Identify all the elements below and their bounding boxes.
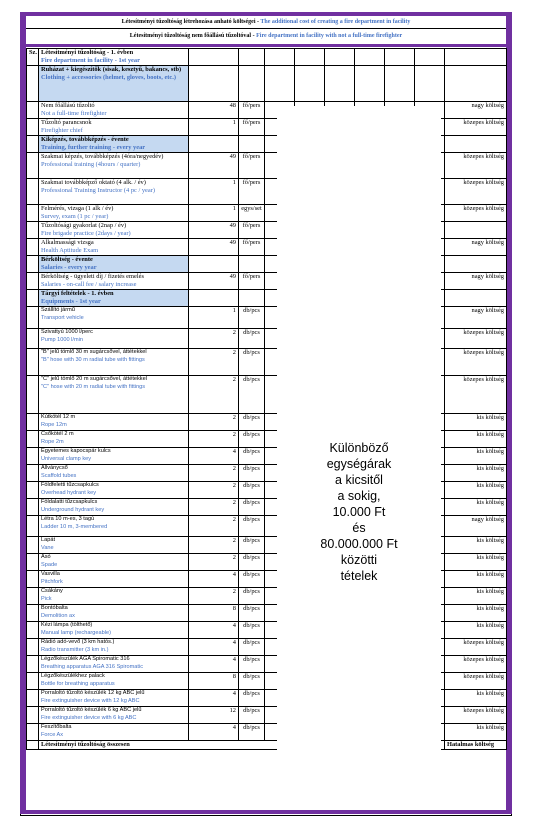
quantity-cell: 8 — [189, 673, 239, 690]
row-index-cell — [27, 256, 39, 273]
overlay-line: 80.000.000 Ft — [320, 537, 398, 551]
quantity-cell: 2 — [189, 349, 239, 376]
title-hungarian: Létesítményi tűzoltóság létrehozása anható költségei - — [121, 19, 260, 25]
unit-cell: fő/pers — [239, 222, 265, 239]
item-name-cell — [39, 329, 189, 349]
item-name-cell — [39, 119, 189, 136]
quantity-cell: 4 — [189, 639, 239, 656]
unit-cell — [239, 256, 265, 273]
unit-cell: db/pcs — [239, 499, 265, 516]
item-name-english: Fire brigade practice (2days / year) — [41, 229, 131, 237]
cost-category-cell — [445, 49, 507, 66]
item-name-hungarian: Kézi lámpa (tölthető) — [41, 622, 93, 628]
item-name-hungarian: Szakmai továbbképző oktató (4 alk. / év) — [41, 179, 146, 186]
overlay-line: a kicsitől — [335, 473, 383, 487]
empty-cell — [295, 49, 325, 66]
row-index-cell — [27, 690, 39, 707]
item-name-hungarian: Ruházat + kiegészítők (sisak, kesztyű, bakancs, stb) — [41, 66, 182, 73]
cost-category-cell: közepes költség — [445, 329, 507, 349]
item-name-hungarian: "C" jelű tömlő 20 m sugárcsővel, áttétekkel — [41, 376, 147, 382]
row-index-cell — [27, 448, 39, 465]
item-name-english: Underground hydrant key — [41, 506, 105, 513]
item-name-english: Salaries - on-call fee / salary increase — [41, 280, 137, 288]
item-name-cell — [39, 431, 189, 448]
unit-cell: db/pcs — [239, 516, 265, 537]
item-name-english: Transport vehicle — [41, 314, 84, 321]
item-name-hungarian: Létesítményi tűzoltóság - 1. évben — [41, 49, 134, 56]
quantity-cell: 2 — [189, 329, 239, 349]
item-name-cell — [39, 571, 189, 588]
quantity-cell: 4 — [189, 448, 239, 465]
item-name-cell — [39, 673, 189, 690]
cost-category-cell: közepes költség — [445, 639, 507, 656]
item-name-cell — [39, 102, 189, 119]
row-index-cell — [27, 307, 39, 329]
item-name-hungarian: Szivattyú 1000 l/perc — [41, 329, 93, 335]
cost-category-cell: közepes költség — [445, 376, 507, 414]
item-name-english: Universal clamp key — [41, 455, 92, 462]
quantity-cell: 1 — [189, 205, 239, 222]
item-name-cell — [39, 724, 189, 741]
item-name-cell — [39, 554, 189, 571]
row-index-cell — [27, 376, 39, 414]
cost-category-cell: kis költség — [445, 605, 507, 622]
unit-cell — [239, 290, 265, 307]
title-separator — [26, 44, 506, 47]
unit-cell: db/pcs — [239, 376, 265, 414]
quantity-cell: 2 — [189, 499, 239, 516]
overlay-line: és — [352, 521, 366, 535]
item-name-hungarian: Ásó — [41, 554, 51, 560]
cost-category-cell: közepes költség — [445, 673, 507, 690]
cost-category-cell: kis költség — [445, 554, 507, 571]
title-english: The additional cost of creating a fire department in facility — [260, 19, 411, 25]
unit-cell: db/pcs — [239, 448, 265, 465]
item-name-hungarian: Egyetemes kapocspár kulcs — [41, 448, 111, 454]
unit-cell: db/pcs — [239, 349, 265, 376]
item-name-cell — [39, 307, 189, 329]
item-name-english: Equipments - 1st year — [41, 297, 101, 305]
item-name-english: Pitchfork — [41, 578, 63, 585]
item-name-cell — [39, 622, 189, 639]
item-name-cell — [39, 707, 189, 724]
row-index-cell — [27, 290, 39, 307]
unit-cell: db/pcs — [239, 482, 265, 499]
item-name-hungarian: Létra 10 m-es, 3 tagú — [41, 516, 95, 522]
row-index-cell — [27, 499, 39, 516]
quantity-cell: 2 — [189, 482, 239, 499]
item-name-english: Rope 12m — [41, 421, 67, 428]
row-index-cell — [27, 707, 39, 724]
quantity-cell: 2 — [189, 414, 239, 431]
unit-cell — [239, 136, 265, 153]
row-index-cell — [27, 329, 39, 349]
row-index-cell — [27, 431, 39, 448]
row-index-cell — [27, 273, 39, 290]
unit-cell: db/pcs — [239, 707, 265, 724]
item-name-hungarian: Földfeletti tűzcsapkulcs — [41, 482, 99, 488]
item-name-english: Manual lamp (rechargeable) — [41, 629, 111, 636]
overlay-line: egységárak — [326, 457, 392, 471]
item-name-english: Rope 2m — [41, 438, 64, 445]
quantity-cell: 48 — [189, 102, 239, 119]
item-name-hungarian: Rádió adó-vevő (3 km hatós.) — [41, 639, 115, 645]
item-name-hungarian: Bontóbalta — [41, 605, 68, 611]
row-index-cell — [27, 205, 39, 222]
quantity-cell — [189, 256, 239, 273]
item-name-english: "C" hose with 20 m radial tube with fittings — [41, 383, 146, 390]
item-name-english: Fire department in facility - 1st year — [41, 56, 140, 64]
quantity-cell: 4 — [189, 724, 239, 741]
empty-cell — [265, 66, 295, 102]
item-name-hungarian: Bérköltség - évente — [41, 256, 93, 263]
cost-category-cell: kis költség — [445, 690, 507, 707]
unit-cell: fő/pers — [239, 239, 265, 256]
item-name-cell — [39, 273, 189, 290]
item-name-hungarian: Tűzoltó parancsnok — [41, 119, 92, 126]
item-name-hungarian: Tárgyi feltételek - 1. évben — [41, 290, 114, 297]
row-index-cell: Sz. — [27, 49, 39, 66]
quantity-cell: 2 — [189, 465, 239, 482]
cost-category-cell: nagy költség — [445, 273, 507, 290]
cost-category-cell: közepes költség — [445, 707, 507, 724]
unit-cell: db/pcs — [239, 605, 265, 622]
total-label: Létesítményi tűzoltóság összesen — [39, 741, 445, 750]
cost-category-cell: nagy költség — [445, 239, 507, 256]
empty-cell — [415, 66, 445, 102]
subtitle-english: Fire department in facility with not a full-time firefighter — [256, 33, 403, 39]
overlay-line: 10.000 Ft — [332, 505, 386, 519]
cost-category-cell: kis költség — [445, 414, 507, 431]
unit-cell: db/pcs — [239, 690, 265, 707]
item-name-english: Ladder 10 m, 3-membered — [41, 523, 108, 530]
item-name-hungarian: Szakmai képzés, továbbképzés (4óra/negyedév) — [41, 153, 164, 160]
item-name-cell — [39, 516, 189, 537]
item-name-hungarian: Feszítőbalta — [41, 724, 72, 730]
row-index-cell — [27, 588, 39, 605]
cost-category-cell: nagy költség — [445, 307, 507, 329]
empty-cell — [415, 49, 445, 66]
row-index-cell — [27, 622, 39, 639]
row-index-cell — [27, 605, 39, 622]
item-name-hungarian: Állványcső — [41, 465, 68, 471]
cost-category-cell: közepes költség — [445, 205, 507, 222]
row-index-cell — [27, 537, 39, 554]
row-index-cell — [27, 724, 39, 741]
cost-category-cell — [445, 256, 507, 273]
item-name-english: Breathing apparatus AGA 316 Spiromatic — [41, 663, 143, 670]
empty-cell — [355, 66, 385, 102]
item-name-english: Clothing + accessories (helmet, gloves, boots, etc.) — [41, 73, 176, 81]
document-title — [26, 16, 506, 29]
empty-cell — [295, 66, 325, 102]
cost-category-cell: kis költség — [445, 571, 507, 588]
row-index-cell — [27, 119, 39, 136]
row-index-cell — [27, 741, 39, 750]
item-name-hungarian: Tűzoltósági gyakorlat (2nap / év) — [41, 222, 127, 229]
unit-cell: db/pcs — [239, 431, 265, 448]
item-name-english: Survey, exam (1 pc / year) — [41, 212, 109, 220]
item-name-hungarian: Földalatti tűzcsapkulcs — [41, 499, 98, 505]
item-name-english: Pick — [41, 595, 52, 602]
row-index-cell — [27, 239, 39, 256]
cost-category-cell — [445, 222, 507, 239]
cost-category-cell — [445, 136, 507, 153]
overlay-line: tételek — [340, 569, 378, 583]
item-name-cell — [39, 239, 189, 256]
item-name-hungarian: Kiképzés, továbbképzés - évente — [41, 136, 129, 143]
item-name-cell — [39, 588, 189, 605]
row-index-cell — [27, 414, 39, 431]
row-index-cell — [27, 656, 39, 673]
unit-cell: fő/pers — [239, 273, 265, 290]
item-name-cell — [39, 482, 189, 499]
quantity-cell: 1 — [189, 119, 239, 136]
item-name-cell — [39, 448, 189, 465]
subtitle-hungarian: Létesítményi tűzoltóság nem főállású tűzoltóval - — [129, 33, 255, 39]
cost-category-cell: nagy költség — [445, 102, 507, 119]
row-index-cell — [27, 349, 39, 376]
item-name-hungarian: Porraloltó tűzoltó készülék 12 kg ABC jelű — [41, 690, 145, 696]
item-name-cell — [39, 256, 189, 273]
quantity-cell — [189, 136, 239, 153]
unit-cell: fő/pers — [239, 119, 265, 136]
quantity-cell — [189, 66, 239, 102]
item-name-english: Not a full-time firefighter — [41, 109, 107, 117]
item-name-hungarian: Vasvilla — [41, 571, 60, 577]
unit-cell — [239, 66, 265, 102]
row-index-cell — [27, 639, 39, 656]
quantity-cell: 4 — [189, 690, 239, 707]
item-name-cell — [39, 499, 189, 516]
cost-category-cell: közepes költség — [445, 153, 507, 179]
item-name-hungarian: Bérköltség - ügyeleti díj / fizetés emelés — [41, 273, 144, 280]
cost-category-cell: kis költség — [445, 499, 507, 516]
empty-cell — [355, 49, 385, 66]
item-name-cell — [39, 153, 189, 179]
item-name-cell — [39, 179, 189, 205]
item-name-english: Overhead hydrant key — [41, 489, 97, 496]
cost-category-cell: közepes költség — [445, 656, 507, 673]
item-name-english: Demolition ax — [41, 612, 75, 619]
quantity-cell: 4 — [189, 622, 239, 639]
item-name-hungarian: Alkalmassági vizsga — [41, 239, 94, 246]
quantity-cell: 49 — [189, 153, 239, 179]
empty-cell — [265, 49, 295, 66]
item-name-hungarian: Nem főállású tűzoltó — [41, 102, 95, 109]
quantity-cell: 2 — [189, 516, 239, 537]
row-index-cell — [27, 554, 39, 571]
unit-cell: db/pcs — [239, 588, 265, 605]
item-name-english: "B" hose with 30 m radial tube with fittings — [41, 356, 145, 363]
overlay-line: közötti — [340, 553, 378, 567]
quantity-cell: 2 — [189, 554, 239, 571]
item-name-cell — [39, 349, 189, 376]
quantity-cell: 4 — [189, 571, 239, 588]
empty-cell — [325, 49, 355, 66]
row-index-cell — [27, 673, 39, 690]
unit-cell: fő/pers — [239, 153, 265, 179]
unit-cell: db/pcs — [239, 673, 265, 690]
row-index-cell — [27, 136, 39, 153]
item-name-hungarian: Csőkötél 2 m — [41, 431, 74, 437]
unit-cell: db/pcs — [239, 414, 265, 431]
unit-cell — [239, 49, 265, 66]
frame-bottom-border — [20, 810, 512, 814]
overlay-line: Különböző — [329, 441, 389, 455]
quantity-cell: 12 — [189, 707, 239, 724]
cost-category-cell: nagy költség — [445, 516, 507, 537]
item-name-english: Scaffold tubes — [41, 472, 77, 479]
cost-category-cell: kis költség — [445, 537, 507, 554]
item-name-hungarian: Porraloltó tűzoltó készülék 6 kg ABC jelű — [41, 707, 142, 713]
quantity-cell: 8 — [189, 605, 239, 622]
row-index-cell — [27, 571, 39, 588]
unit-cell: db/pcs — [239, 656, 265, 673]
unit-cell: fő/pers — [239, 102, 265, 119]
table-row — [27, 49, 507, 66]
quantity-cell: 49 — [189, 222, 239, 239]
item-name-english: Force Ax — [41, 731, 64, 738]
row-index-cell — [27, 153, 39, 179]
item-name-cell — [39, 222, 189, 239]
unit-cell: db/pcs — [239, 465, 265, 482]
item-name-cell — [39, 656, 189, 673]
item-name-english: Professional Training Instructor (4 pc / year) — [41, 186, 155, 194]
unit-cell: db/pcs — [239, 571, 265, 588]
item-name-cell — [39, 290, 189, 307]
cost-category-cell: kis költség — [445, 622, 507, 639]
quantity-cell: 2 — [189, 431, 239, 448]
unit-cell: db/pcs — [239, 554, 265, 571]
unit-cell: db/pcs — [239, 724, 265, 741]
item-name-english: Firefighter chief — [41, 126, 83, 134]
item-name-english: Professional training (4hours / quarter) — [41, 160, 141, 168]
total-cost-category: Hatalmas költség — [445, 741, 507, 750]
item-name-cell — [39, 414, 189, 431]
item-name-english: Health Aptitude Exam — [41, 246, 99, 254]
item-name-cell — [39, 376, 189, 414]
item-name-hungarian: Szállító jármű — [41, 307, 75, 313]
document-subtitle — [26, 30, 506, 42]
unit-cell: db/pcs — [239, 639, 265, 656]
quantity-cell: 1 — [189, 307, 239, 329]
quantity-cell — [189, 49, 239, 66]
empty-cell — [325, 66, 355, 102]
cost-category-cell: kis költség — [445, 724, 507, 741]
item-name-hungarian: Légzőkészülékhez palack — [41, 673, 105, 679]
quantity-cell: 49 — [189, 273, 239, 290]
item-name-english: Fire extinguisher device with 6 kg ABC — [41, 714, 137, 721]
cost-category-cell — [445, 66, 507, 102]
row-index-cell — [27, 465, 39, 482]
unit-cell: db/pcs — [239, 622, 265, 639]
item-name-cell — [39, 639, 189, 656]
cost-category-cell: kis költség — [445, 448, 507, 465]
item-name-cell — [39, 49, 189, 66]
item-name-english: Pump 1000 l/min — [41, 336, 83, 343]
cost-category-cell: kis költség — [445, 465, 507, 482]
row-index-cell — [27, 482, 39, 499]
empty-cell — [385, 66, 415, 102]
row-index-cell — [27, 179, 39, 205]
item-name-english: Spade — [41, 561, 58, 568]
cost-category-cell — [445, 290, 507, 307]
quantity-cell: 2 — [189, 588, 239, 605]
quantity-cell: 49 — [189, 239, 239, 256]
unit-cell: fő/pers — [239, 179, 265, 205]
item-name-cell — [39, 690, 189, 707]
item-name-english: Fire extinguisher device with 12 kg ABC — [41, 697, 140, 704]
item-name-cell — [39, 465, 189, 482]
item-name-english: Salaries - every year — [41, 263, 97, 271]
item-name-hungarian: Légzőkészülék AGA Spiromatic 316 — [41, 656, 130, 662]
quantity-cell: 2 — [189, 376, 239, 414]
item-name-cell — [39, 205, 189, 222]
quantity-cell — [189, 290, 239, 307]
item-name-english: Training, further training - every year — [41, 143, 146, 151]
item-name-hungarian: Felmérés, vizsga (1 alk / év) — [41, 205, 114, 212]
table-row — [27, 66, 507, 102]
cost-category-cell: kis költség — [445, 588, 507, 605]
item-name-hungarian: Kútkötél 12 m — [41, 414, 76, 420]
item-name-cell — [39, 605, 189, 622]
quantity-cell: 1 — [189, 179, 239, 205]
item-name-hungarian: Csákány — [41, 588, 63, 594]
item-name-english: Radio transmitter (3 km in.) — [41, 646, 109, 653]
quantity-cell: 4 — [189, 656, 239, 673]
cost-category-cell: közepes költség — [445, 349, 507, 376]
row-index-cell — [27, 102, 39, 119]
cost-category-cell: közepes költség — [445, 179, 507, 205]
item-name-english: Bottle for breathing apparatus — [41, 680, 115, 687]
cost-category-cell: kis költség — [445, 431, 507, 448]
row-index-cell — [27, 516, 39, 537]
unit-cell: db/pcs — [239, 329, 265, 349]
unit-cell: db/pcs — [239, 537, 265, 554]
cost-category-cell: közepes költség — [445, 119, 507, 136]
item-name-hungarian: Lapát — [41, 537, 55, 543]
item-name-cell — [39, 537, 189, 554]
unit-cell: db/pcs — [239, 307, 265, 329]
overlay-line: a sokig, — [337, 489, 381, 503]
item-name-cell — [39, 136, 189, 153]
unit-cell: egys/set — [239, 205, 265, 222]
row-index-cell — [27, 66, 39, 102]
empty-cell — [385, 49, 415, 66]
item-name-hungarian: "B" jelű tömlő 30 m sugárcsővel, áttétekkel — [41, 349, 147, 355]
cost-category-cell: kis költség — [445, 482, 507, 499]
item-name-english: Vane — [41, 544, 54, 551]
item-name-cell — [39, 66, 189, 102]
row-index-cell — [27, 222, 39, 239]
overlay-note — [277, 440, 441, 584]
quantity-cell: 2 — [189, 537, 239, 554]
